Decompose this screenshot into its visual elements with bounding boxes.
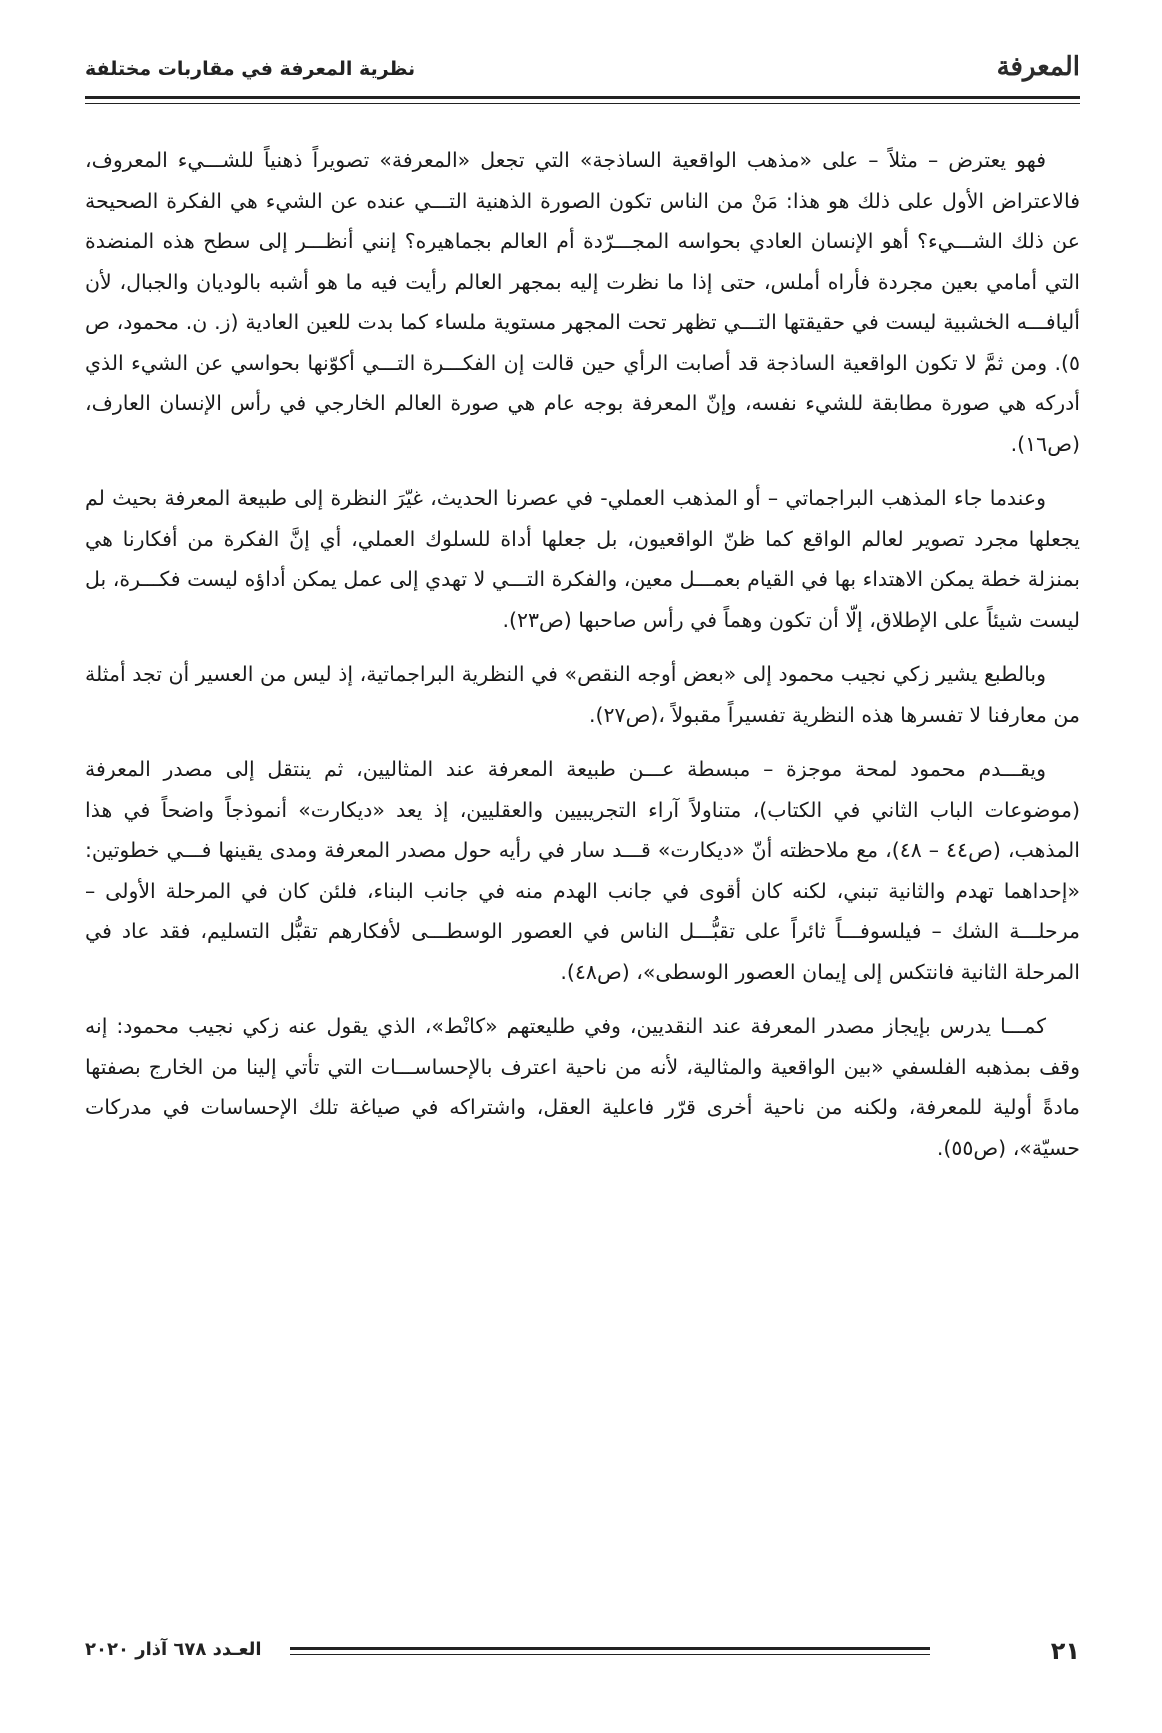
journal-logo: المعرفة xyxy=(996,52,1080,82)
footer-divider-thick xyxy=(290,1647,930,1650)
header-divider-thick xyxy=(85,96,1080,99)
paragraph-2: وعندما جاء المذهب البراجماتي – أو المذهب العملي- في عصرنا الحديث، غيّرَ النظرة إلى طبيعة المعرفة بحيث لم يجعلها مجرد تصوير لعالم الواقع كما ظنّ الواقعيون، بل جعلها أداة للسلوك العملي، أي إنَّ الفكرة من أفكارنا هي بمنزلة خطة يمكن الاهتداء بها في القيام بعمـــل معين، والفكرة التـــي لا تهدي إلى عمل يمكن أداؤه ليست فكـــرة، بل ليست شيئاً على الإطلاق، إلّا أن تكون وهماً في رأس صاحبها (ص٢٣). xyxy=(85,486,1080,632)
paragraph-3: وبالطبع يشير زكي نجيب محمود إلى «بعض أوجه النقص» في النظرية البراجماتية، إذ ليس من العسير أن تجد أمثلة من معارفنا لا تفسرها هذه النظرية تفسيراً مقبولاً ،(ص٢٧). xyxy=(85,662,1080,727)
running-title: نظرية المعرفة في مقاربات مختلفة xyxy=(85,58,416,80)
page-footer xyxy=(85,1637,1080,1677)
paragraph-4: ويقـــدم محمود لمحة موجزة – مبسطة عـــن طبيعة المعرفة عند المثاليين، ثم ينتقل إلى مصدر المعرفة (موضوعات الباب الثاني في الكتاب)، متناولاً آراء التجريبيين والعقليين، إذ يعد «ديكارت» أنموذجاً واضحاً في هذا المذهب، (ص٤٤ – ٤٨)، مع ملاحظته أنّ «ديكارت» قـــد سار في رأيه حول مصدر المعرفة ومدى يقينها فـــي خطوتين: «إحداهما تهدم والثانية تبني، لكنه كان أقوى في جانب الهدم منه في جانب البناء، فلئن كان في المرحلة الأولى – مرحلـــة الشك – فيلسوفـــاً ثائراً على تقبُّـــل الناس في العصور الوسطـــى لأفكارهم تقبُّل التسليم، فقد عاد في المرحلة الثانية فانتكس إلى إيمان العصور الوسطى»، (ص٤٨). xyxy=(85,757,1080,984)
issue-info: العـدد ٦٧٨ آذار ٢٠٢٠ xyxy=(85,1639,262,1660)
page-header xyxy=(85,52,1080,102)
article-body xyxy=(85,140,1080,1182)
paragraph-1: فهو يعترض – مثلاً – على «مذهب الواقعية الساذجة» التي تجعل «المعرفة» تصويراً ذهنياً للشـــيء المعروف، فالاعتراض الأول على ذلك هو هذا: مَنْ من الناس تكون الصورة الذهنية التـــي عنده عن الشيء هي الفكرة الصحيحة عن ذلك الشـــيء؟ أهو الإنسان العادي بحواسه المجـــرّدة أم العالم بجماهيره؟ إنني أنظـــر إلى سطح هذه المنضدة التي أمامي بعين مجردة فأراه أملس، حتى إذا ما نظرت إليه بمجهر العالم رأيت فيه ما هو أشبه بالوديان والجبال، لأن أليافـــه الخشبية ليست في حقيقتها التـــي تظهر تحت المجهر مستوية ملساء كما بدت للعين العادية (ز. ن. محمود، ص ٥). ومن ثمَّ لا تكون الواقعية الساذجة قد أصابت الرأي حين قالت إن الفكـــرة التـــي أكوّنها بحواسي عن الشيء الذي أدركه هي صورة مطابقة للشيء نفسه، وإنّ المعرفة بوجه عام هي صورة العالم الخارجي في رأس الإنسان العارف،(ص١٦). xyxy=(85,148,1080,456)
paragraph-5: كمـــا يدرس بإيجاز مصدر المعرفة عند النقديين، وفي طليعتهم «كانْط»، الذي يقول عنه زكي نجيب محمود: إنه وقف بمذهبه الفلسفي «بين الواقعية والمثالية، لأنه من ناحية اعترف بالإحساســـات التي تأتي إلينا من الخارج بصفتها مادةً أولية للمعرفة، ولكنه من ناحية أخرى قرّر فاعلية العقل، واشتراكه في صياغة تلك الإحساسات في مدركات حسيّة»، (ص٥٥). xyxy=(85,1014,1080,1160)
footer-divider-thin xyxy=(290,1654,930,1655)
header-divider-thin xyxy=(85,103,1080,104)
page-number: ٢١ xyxy=(1050,1637,1080,1665)
